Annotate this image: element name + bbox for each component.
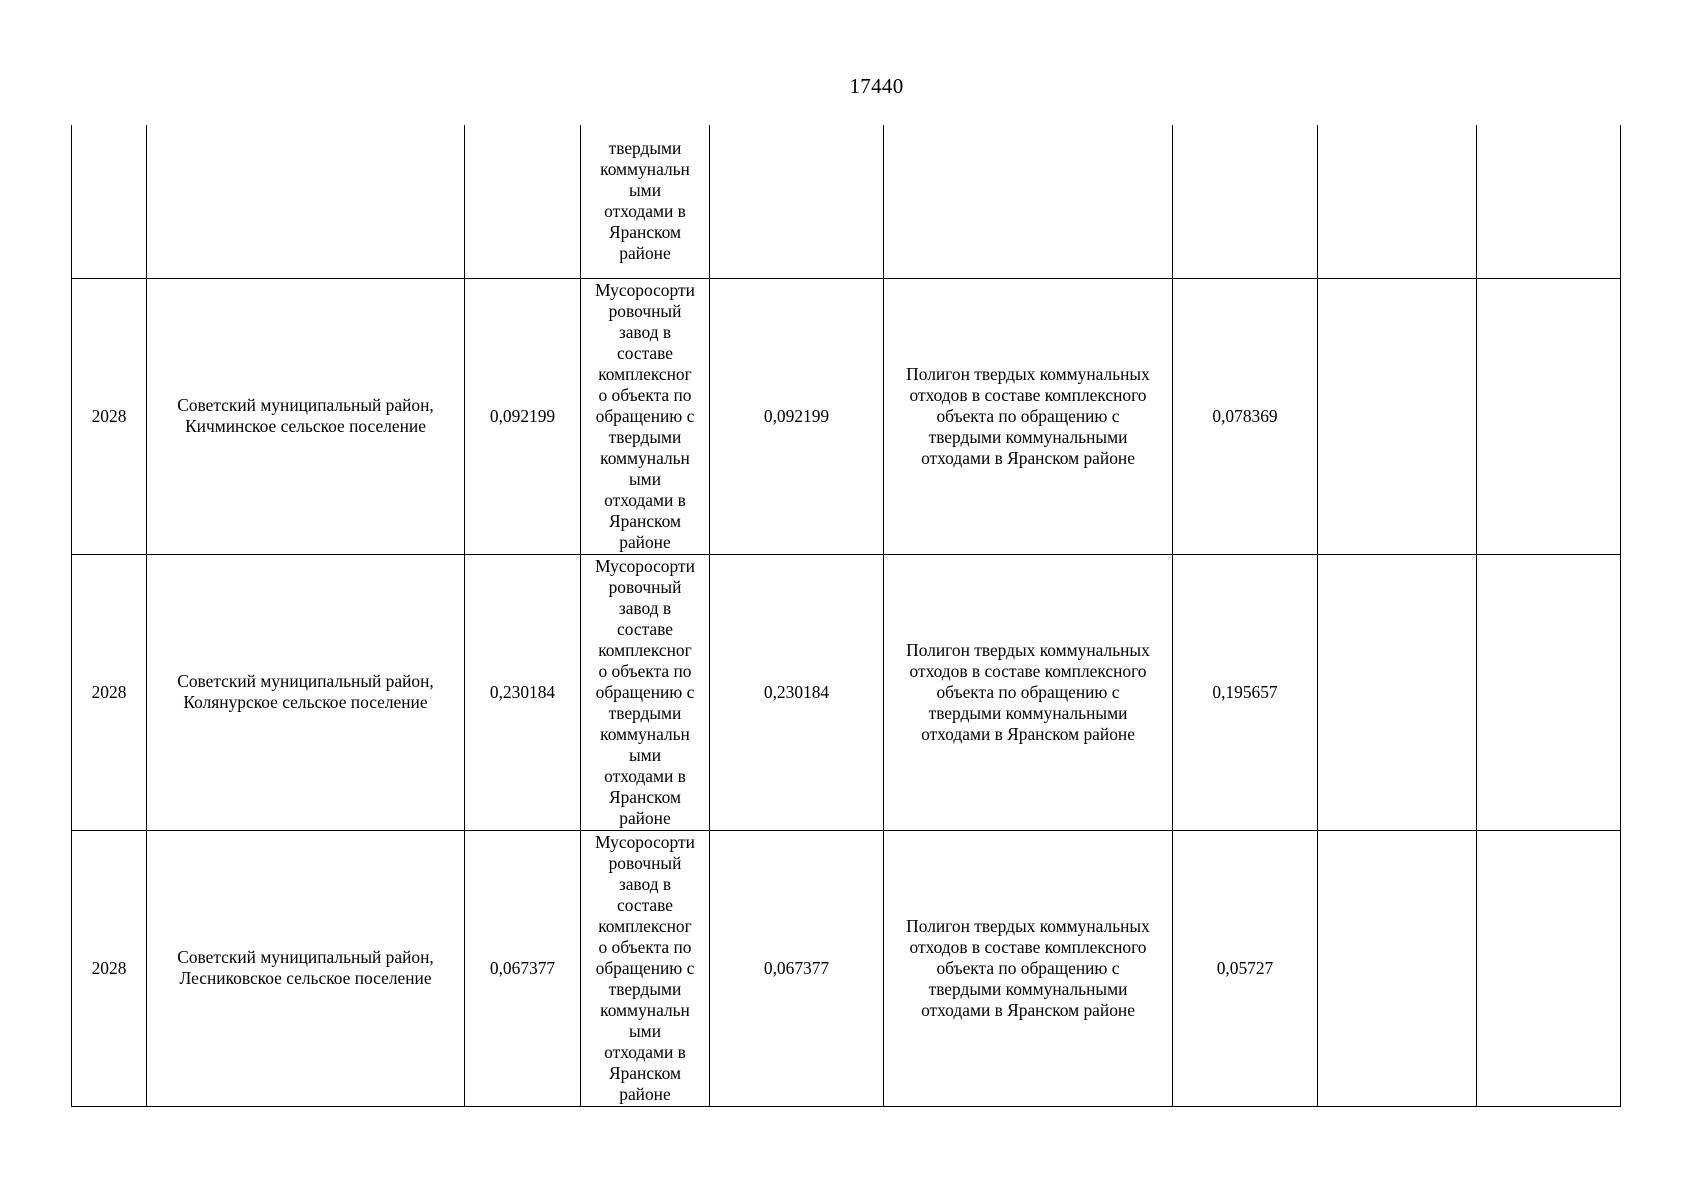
cell-col9 [1477,125,1621,278]
cell-mass-1: 0,092199 [465,278,581,554]
table-row [72,554,1621,830]
cell-territory: Советский муниципальный район, Колянурское сельское поселение [147,554,465,830]
cell-facility-1: Мусоросорти ровочный завод в составе комплексног о объекта по обращению с твердыми коммунальн ыми отходами в Яранском районе [581,554,710,830]
cell-mass-1: 0,230184 [465,554,581,830]
cell-territory: Советский муниципальный район, Кичминское сельское поселение [147,278,465,554]
table-row [72,278,1621,554]
cell-col8 [1318,830,1477,1106]
cell-col8 [1318,278,1477,554]
cell-facility-2 [884,125,1173,278]
cell-mass-1 [465,125,581,278]
cell-year [72,125,147,278]
cell-facility-2: Полигон твердых коммунальных отходов в составе комплексного объекта по обращению с твердыми коммунальными отходами в Яранском районе [884,830,1173,1106]
waste-flow-table [71,125,1621,1107]
table-row [72,830,1621,1106]
cell-territory [147,125,465,278]
cell-facility-1: Мусоросорти ровочный завод в составе комплексног о объекта по обращению с твердыми коммунальн ыми отходами в Яранском районе [581,278,710,554]
cell-col9 [1477,554,1621,830]
cell-mass-3: 0,078369 [1173,278,1318,554]
cell-mass-2: 0,230184 [710,554,884,830]
cell-year: 2028 [72,830,147,1106]
cell-territory: Советский муниципальный район, Лесниковское сельское поселение [147,830,465,1106]
cell-col9 [1477,830,1621,1106]
cell-mass-2: 0,092199 [710,278,884,554]
cell-year: 2028 [72,554,147,830]
cell-mass-3 [1173,125,1318,278]
cell-year: 2028 [72,278,147,554]
cell-mass-3: 0,05727 [1173,830,1318,1106]
cell-mass-3: 0,195657 [1173,554,1318,830]
cell-mass-2 [710,125,884,278]
cell-facility-1: твердыми коммунальн ыми отходами в Яранском районе [581,125,710,278]
cell-mass-1: 0,067377 [465,830,581,1106]
cell-col8 [1318,125,1477,278]
cell-facility-2: Полигон твердых коммунальных отходов в составе комплексного объекта по обращению с твердыми коммунальными отходами в Яранском районе [884,278,1173,554]
cell-facility-1: Мусоросорти ровочный завод в составе комплексног о объекта по обращению с твердыми коммунальн ыми отходами в Яранском районе [581,830,710,1106]
cell-col8 [1318,554,1477,830]
cell-facility-2: Полигон твердых коммунальных отходов в составе комплексного объекта по обращению с твердыми коммунальными отходами в Яранском районе [884,554,1173,830]
cell-col9 [1477,278,1621,554]
page-number: 17440 [849,74,904,98]
table-row-continuation [72,125,1621,278]
cell-mass-2: 0,067377 [710,830,884,1106]
